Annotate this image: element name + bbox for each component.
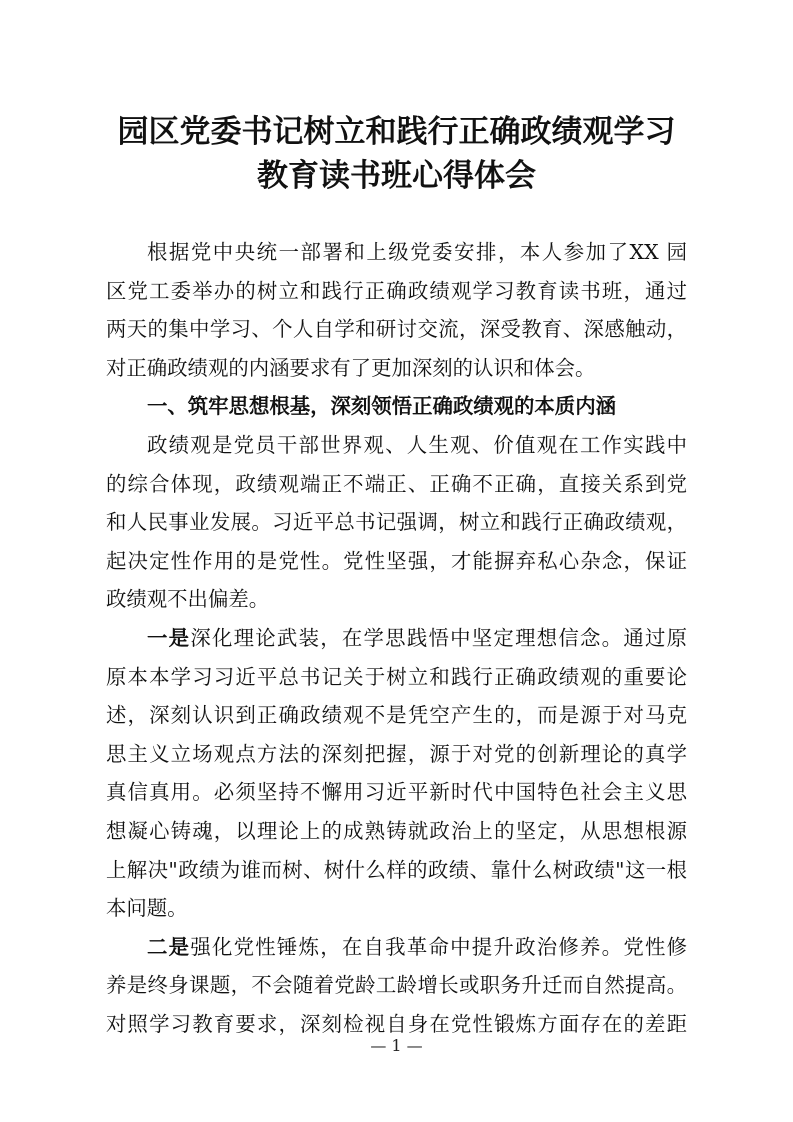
- paragraph-line: 政绩观不出偏差。: [106, 587, 270, 612]
- paragraph-line: 上解决"政绩为谁而树、树什么样的政绩、靠什么树政绩"这一根: [106, 857, 687, 882]
- paragraph-line: 根据党中央统一部署和上级党委安排，本人参加了XX 园: [147, 240, 687, 264]
- page-number: — 1 —: [370, 1036, 423, 1055]
- paragraph-line: 的综合体现，政绩观端正不端正、正确不正确，直接关系到党: [106, 471, 687, 496]
- paragraph-line: 思主义立场观点方法的深刻把握，源于对党的创新理论的真学: [106, 741, 687, 766]
- paragraph-line: 和人民事业发展。习近平总书记强调，树立和践行正确政绩观，: [106, 510, 687, 535]
- paragraph-line: 述，深刻认识到正确政绩观不是凭空产生的，而是源于对马克: [106, 703, 687, 728]
- paragraph-line: [106, 928, 687, 967]
- paragraph-line: 养是终身课题，不会随着党龄工龄增长或职务升迁而自然提高。: [106, 973, 687, 998]
- document-title-line-2: 教育读书班心得体会: [257, 158, 536, 194]
- paragraph-line: [106, 619, 687, 658]
- point-lead: 二是: [147, 934, 191, 959]
- paragraph-line: 真信真用。必须坚持不懈用习近平新时代中国特色社会主义思: [106, 780, 687, 805]
- paragraph-line: 原本本学习习近平总书记关于树立和践行正确政绩观的重要论: [106, 664, 687, 689]
- paragraph-line: 起决定性作用的是党性。党性坚强，才能摒弃私心杂念，保证: [106, 548, 687, 573]
- paragraph-line: 对正确政绩观的内涵要求有了更加深刻的认识和体会。: [106, 355, 596, 380]
- point-lead: 一是: [147, 625, 191, 650]
- paragraph-line: 想凝心铸魂，以理论上的成熟铸就政治上的坚定，从思想根源: [106, 818, 687, 843]
- paragraph-line: 区党工委举办的树立和践行正确政绩观学习教育读书班，通过: [106, 278, 687, 303]
- point-text: 深化理论武装，在学思践悟中坚定理想信念。通过原: [190, 625, 688, 650]
- paragraph-line: 本问题。: [106, 896, 188, 921]
- paragraph-line: 两天的集中学习、个人自学和研讨交流，深受教育、深感触动，: [106, 317, 687, 342]
- document-title-line-1: 园区党委书记树立和践行正确政绩观学习: [117, 114, 676, 150]
- point-text: 强化党性锤炼，在自我革命中提升政治修养。党性修: [190, 934, 688, 959]
- paragraph-line: 对照学习教育要求，深刻检视自身在党性锻炼方面存在的差距: [106, 1011, 687, 1036]
- paragraph-line: 政绩观是党员干部世界观、人生观、价值观在工作实践中: [147, 432, 687, 457]
- document-body: [106, 233, 687, 1043]
- section-heading: 一、筑牢思想根基，深刻领悟正确政绩观的本质内涵: [147, 394, 616, 419]
